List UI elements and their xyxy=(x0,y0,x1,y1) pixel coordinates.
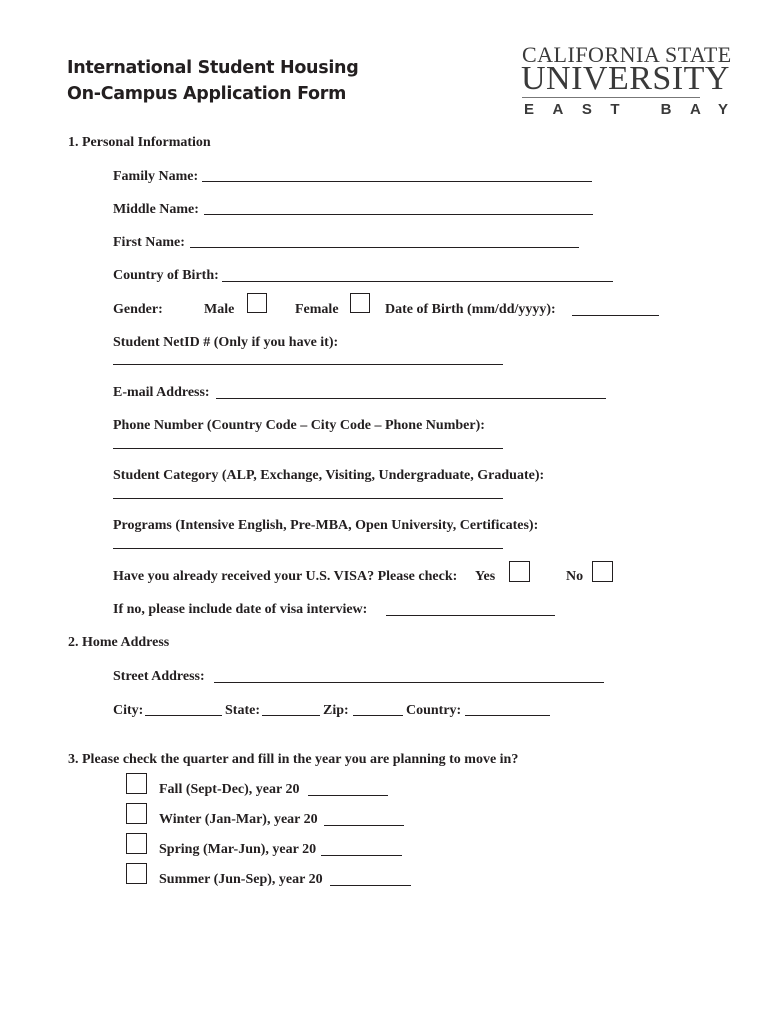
visa-no-label: No xyxy=(566,569,584,584)
visa-interview-field[interactable] xyxy=(386,615,555,616)
section-personal-heading: 1. Personal Information xyxy=(68,135,211,150)
street-address-field[interactable] xyxy=(214,682,604,683)
summer-label: Summer (Jun-Sep), year 20 xyxy=(159,872,323,887)
logo-rule xyxy=(522,97,700,98)
visa-yes-label: Yes xyxy=(475,569,496,584)
city-field[interactable] xyxy=(145,715,222,716)
fall-checkbox[interactable] xyxy=(126,773,147,794)
spring-year-field[interactable] xyxy=(321,855,402,856)
winter-year-field[interactable] xyxy=(324,825,404,826)
country-of-birth-label: Country of Birth: xyxy=(113,268,219,283)
programs-label: Programs (Intensive English, Pre-MBA, Open University, Certificates): xyxy=(113,518,539,533)
visa-no-checkbox[interactable] xyxy=(592,561,613,582)
gender-female-label: Female xyxy=(295,302,339,317)
logo-line1: CALIFORNIA STATE xyxy=(522,42,732,67)
state-label: State: xyxy=(225,703,260,718)
first-name-label: First Name: xyxy=(113,235,185,250)
form-title-line1: International Student Housing xyxy=(67,58,359,78)
email-field[interactable] xyxy=(216,398,606,399)
form-title-line2: On-Campus Application Form xyxy=(67,84,347,104)
dob-field[interactable] xyxy=(572,315,659,316)
student-category-field[interactable] xyxy=(113,498,503,499)
visa-interview-label: If no, please include date of visa interview: xyxy=(113,602,368,617)
netid-label: Student NetID # (Only if you have it): xyxy=(113,335,339,350)
section-quarter-heading: 3. Please check the quarter and fill in the year you are planning to move in? xyxy=(68,752,519,767)
programs-field[interactable] xyxy=(113,548,503,549)
family-name-field[interactable] xyxy=(202,181,592,182)
gender-label: Gender: xyxy=(113,302,163,317)
fall-label: Fall (Sept-Dec), year 20 xyxy=(159,782,300,797)
visa-question-label: Have you already received your U.S. VISA? Please check: xyxy=(113,569,458,584)
summer-year-field[interactable] xyxy=(330,885,411,886)
summer-checkbox[interactable] xyxy=(126,863,147,884)
spring-label: Spring (Mar-Jun), year 20 xyxy=(159,842,317,857)
family-name-label: Family Name: xyxy=(113,169,199,184)
country-field[interactable] xyxy=(465,715,550,716)
gender-male-checkbox[interactable] xyxy=(247,293,267,313)
logo-line3: EAST BAY xyxy=(524,101,747,118)
email-label: E-mail Address: xyxy=(113,385,210,400)
country-label: Country: xyxy=(406,703,462,718)
winter-checkbox[interactable] xyxy=(126,803,147,824)
street-address-label: Street Address: xyxy=(113,669,205,684)
gender-male-label: Male xyxy=(204,302,235,317)
fall-year-field[interactable] xyxy=(308,795,388,796)
state-field[interactable] xyxy=(262,715,320,716)
middle-name-label: Middle Name: xyxy=(113,202,199,217)
country-of-birth-field[interactable] xyxy=(222,281,613,282)
first-name-field[interactable] xyxy=(190,247,579,248)
student-category-label: Student Category (ALP, Exchange, Visiting, Undergraduate, Graduate): xyxy=(113,468,545,483)
middle-name-field[interactable] xyxy=(204,214,593,215)
section-home-address-heading: 2. Home Address xyxy=(68,635,170,650)
city-label: City: xyxy=(113,703,144,718)
logo-line2: UNIVERSITY xyxy=(521,60,730,97)
zip-label: Zip: xyxy=(323,703,349,718)
visa-yes-checkbox[interactable] xyxy=(509,561,530,582)
dob-label: Date of Birth (mm/dd/yyyy): xyxy=(385,302,556,317)
phone-label: Phone Number (Country Code – City Code – Phone Number): xyxy=(113,418,485,433)
spring-checkbox[interactable] xyxy=(126,833,147,854)
zip-field[interactable] xyxy=(353,715,403,716)
netid-field[interactable] xyxy=(113,364,503,365)
winter-label: Winter (Jan-Mar), year 20 xyxy=(159,812,318,827)
phone-field[interactable] xyxy=(113,448,503,449)
gender-female-checkbox[interactable] xyxy=(350,293,370,313)
